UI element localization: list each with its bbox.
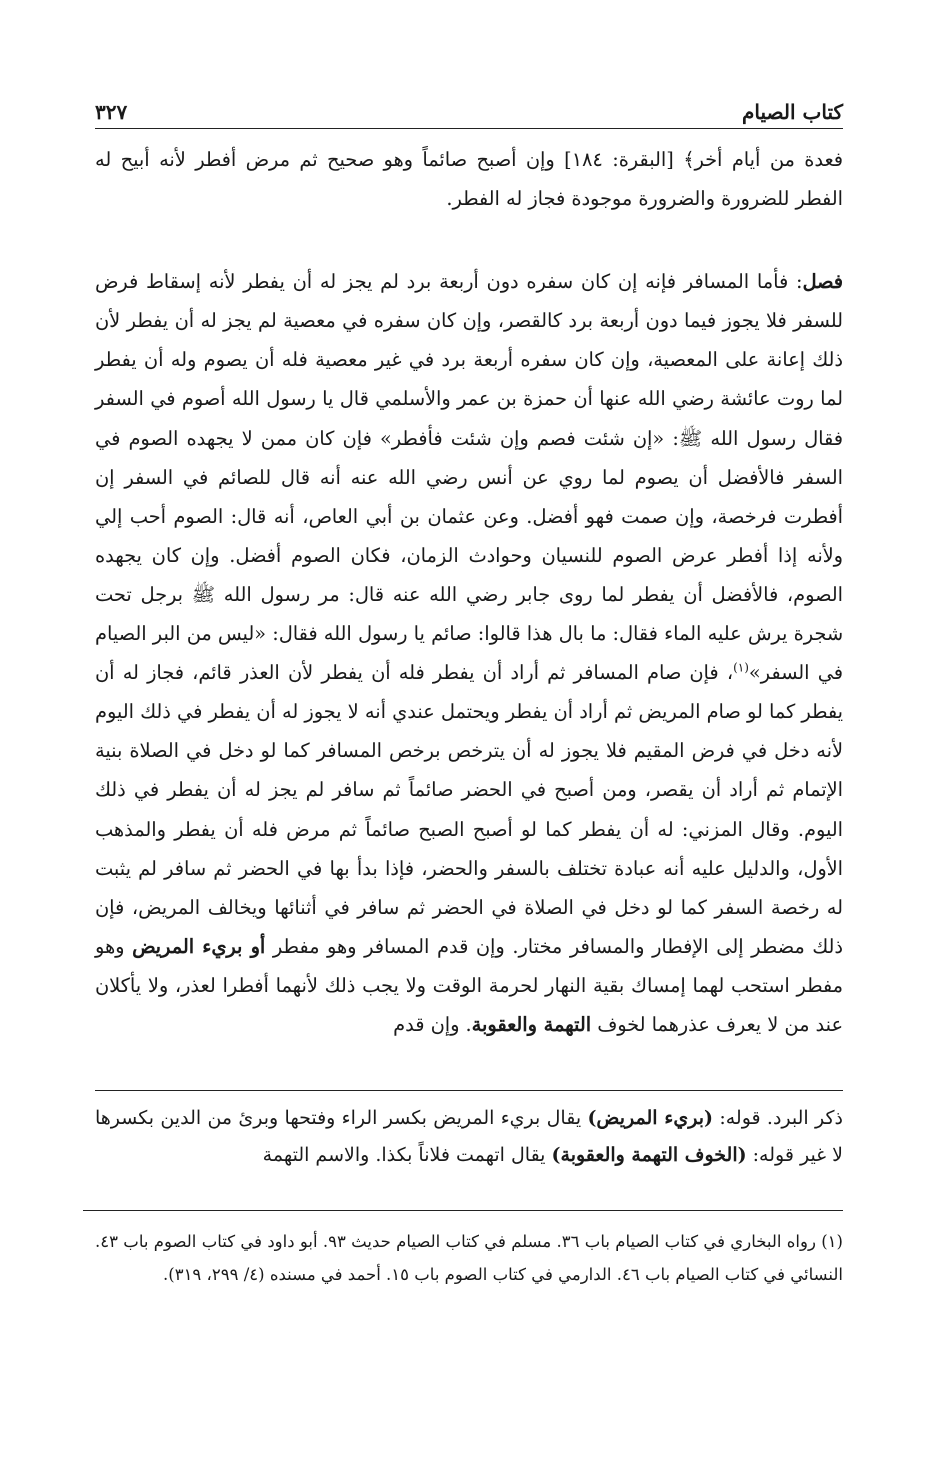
- text-run: وهو مفطر استحب لهما إمساك بقية النهار لحرمة الوقت ولا يجب ذلك لأنهما أفطرا لعذر، ولا يأكلان عند من لا يعرف عذرهما لخوف: [95, 934, 843, 1036]
- section-lead: فصل: [802, 270, 843, 294]
- page-header: [95, 84, 843, 124]
- bold-term: أو بريء المريض: [132, 934, 266, 958]
- page-number: ٣٢٧: [95, 100, 128, 124]
- paragraph-fasl: [95, 262, 843, 1044]
- paragraph-continued: فعدة من أيام أخر﴾ [البقرة: ١٨٤] وإن أصبح صائماً وهو صحيح ثم مرض أفطر لأنه أبيح له الفطر للضرورة والضرورة موجودة فجاز له الفطر.: [95, 148, 843, 211]
- header-rule: [95, 128, 843, 129]
- commentary-term: (بريء المريض): [587, 1107, 713, 1129]
- commentary-text: يقال بريء المريض بكسر الراء وفتحها وبرئ من الدين بكسرها لا غير قوله:: [95, 1107, 843, 1166]
- footnote-ref[interactable]: (١): [733, 660, 749, 675]
- footnote-rule: [83, 1210, 843, 1211]
- commentary-block: [95, 1100, 843, 1174]
- commentary-text: يقال اتهمت فلاناً بكذا. والاسم التهمة: [262, 1144, 552, 1166]
- commentary-term: (الخوف التهمة والعقوبة): [551, 1144, 747, 1166]
- commentary-text: ذكر البرد. قوله:: [713, 1107, 844, 1129]
- main-text: [95, 140, 843, 1044]
- commentary-rule: [95, 1090, 843, 1091]
- text-run: . وإن قدم: [393, 1012, 472, 1036]
- text-run: ، فإن صام المسافر ثم أراد أن يفطر فله أن يفطر لأن العذر قائم، فجاز له أن يفطر كما لو صام المريض ثم أراد أن يفطر ويحتمل عندي أنه لا يجوز له أن يفطر في ذلك اليوم لأنه دخل في فرض المقيم فلا يجوز له أن يترخص برخص المسافر كما لو دخل في الصلاة بنية الإتمام ثم أراد أن يقصر، ومن أصبح في الحضر صائماً ثم سافر لم يجز له أن يفطر في ذلك اليوم. وقال المزني: له أن يفطر كما لو أصبح الصبح صائماً ثم مرض فله أن يفطر والمذهب الأول، والدليل عليه أنه عبادة تختلف بالسفر والحضر، فإذا بدأ بها في الحضر ثم سافر لم يثبت له رخصة السفر كما لو دخل في الصلاة في الحضر ثم سافر في أثنائها ويخالف المريض، فإن ذلك مضطر إلى الإفطار والمسافر مختار. وإن قدم المسافر وهو مفطر: [95, 661, 843, 958]
- bold-term: التهمة والعقوبة: [471, 1012, 592, 1036]
- footnote: (١) رواه البخاري في كتاب الصيام باب ٣٦. مسلم في كتاب الصيام حديث ٩٣. أبو داود في كتاب الصوم باب ٤٣. النسائي في كتاب الصيام باب ٤٦. الدارمي في كتاب الصوم باب ١٥. أحمد في مسنده (٤/ ٢٩٩، ٣١٩).: [95, 1232, 843, 1284]
- running-title: كتاب الصيام: [742, 100, 843, 124]
- text-run: : فأما المسافر فإنه إن كان سفره دون أربعة برد لم يجز له أن يفطر لأنه إسقاط فرض للسفر فلا يجوز فيما دون أربعة برد كالقصر، وإن كان سفره في معصية لم يجز له أن يفطر لأن ذلك إعانة على المعصية، وإن كان سفره أربعة برد في غير معصية فله أن يصوم وله أن يفطر لما روت عائشة رضي الله عنها أن حمزة بن عمر والأسلمي قال يا رسول الله أصوم في السفر فقال رسول الله ﷺ: «إن شئت فصم وإن شئت فأفطر» فإن كان ممن لا يجهده الصوم في السفر فالأفضل أن يصوم لما روي عن أنس رضي الله عنه أنه قال للصائم في السفر إن أفطرت فرخصة، وإن صمت فهو أفضل. وعن عثمان بن أبي العاص، أنه قال: الصوم أحب إلي ولأنه إذا أفطر عرض الصوم للنسيان وحوادث الزمان، فكان الصوم أفضل. وإن كان يجهده الصوم، فالأفضل أن يفطر لما روى جابر رضي الله عنه قال: مر رسول الله ﷺ برجل تحت شجرة يرش عليه الماء فقال: ما بال هذا قالوا: صائم يا رسول الله فقال: «ليس من البر الصيام في السفر»: [95, 270, 843, 685]
- paragraph-gap: [95, 218, 843, 262]
